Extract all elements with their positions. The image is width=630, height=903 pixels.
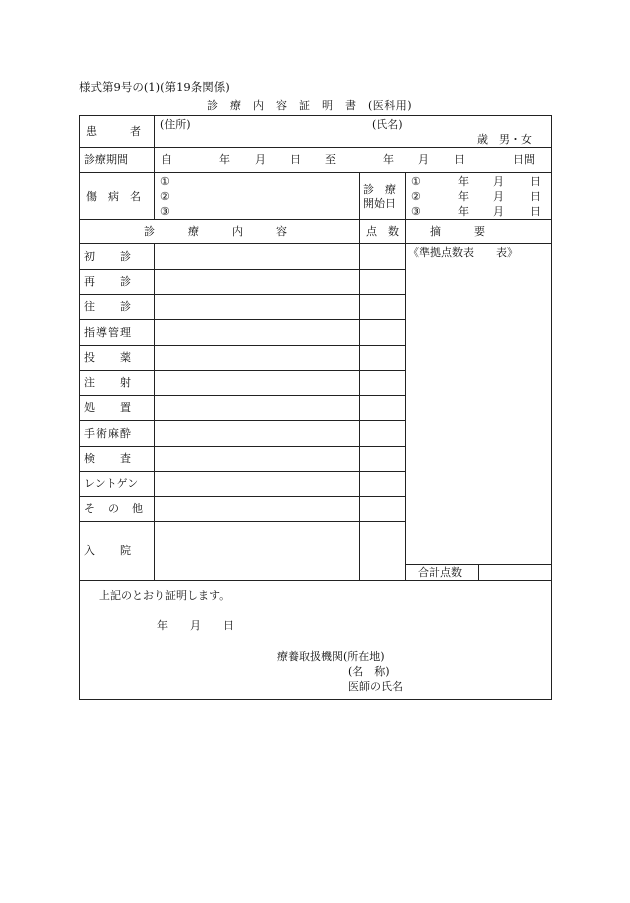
period-to: 至: [325, 153, 336, 166]
row-label-first-visit: 初 診: [84, 250, 132, 263]
row-label-medication: 投 薬: [84, 351, 132, 364]
row-label-revisit: 再 診: [84, 275, 132, 288]
row-label-home-visit: 往 診: [84, 300, 132, 313]
period-year1: 年: [219, 153, 230, 166]
row-label-surgery: 手術麻酔: [84, 427, 132, 440]
summary-header: 摘 要: [430, 225, 485, 238]
content-header: 診 療 内 容: [144, 225, 287, 238]
start-day-3: 日: [530, 205, 541, 218]
form-number: 様式第9号の(1)(第19条関係): [79, 80, 230, 94]
total-label: 合計点数: [418, 566, 462, 579]
period-label: 診療期間: [84, 153, 128, 166]
start-num-2: ②: [411, 190, 421, 203]
name-field[interactable]: [408, 118, 474, 144]
period-from: 自: [161, 153, 172, 166]
start-label-line2: 開始日: [363, 197, 396, 210]
period-month1: 月: [255, 153, 266, 166]
period-year2: 年: [383, 153, 394, 166]
row-label-examination: 検 査: [84, 452, 132, 465]
period-days: 日間: [513, 153, 535, 166]
form-title: 診 療 内 容 証 明 書 (医科用): [207, 99, 413, 112]
start-year-1: 年: [458, 175, 469, 188]
certification-date: 年 月 日: [157, 619, 234, 632]
disease-label: 傷 病 名: [86, 190, 141, 203]
points-header: 点 数: [366, 225, 399, 238]
start-month-2: 月: [493, 190, 504, 203]
age-sex-label: 歳 男・女: [477, 133, 532, 146]
institution-label: 療養取扱機関(所在地): [277, 650, 385, 663]
row-label-xray: レントゲン: [84, 477, 139, 490]
start-label-line1: 診 療: [363, 183, 396, 196]
patient-label: 患 者: [86, 125, 141, 138]
institution-name-label: (名 称): [348, 665, 390, 678]
start-year-3: 年: [458, 205, 469, 218]
row-label-injection: 注 射: [84, 376, 132, 389]
period-day1: 日: [290, 153, 301, 166]
row-label-treatment: 処 置: [84, 401, 132, 414]
doctor-name-label: 医師の氏名: [348, 680, 403, 693]
disease-item-1: ①: [160, 175, 170, 188]
disease-item-3: ③: [160, 205, 170, 218]
disease-item-2: ②: [160, 190, 170, 203]
start-year-2: 年: [458, 190, 469, 203]
address-label: (住所): [160, 118, 191, 131]
period-month2: 月: [418, 153, 429, 166]
address-field[interactable]: [196, 118, 366, 144]
name-label: (氏名): [372, 118, 403, 131]
certification-statement: 上記のとおり証明します。: [99, 589, 231, 602]
period-day2: 日: [454, 153, 465, 166]
row-label-inpatient: 入 院: [84, 544, 132, 557]
start-num-3: ③: [411, 205, 421, 218]
start-day-1: 日: [530, 175, 541, 188]
start-month-3: 月: [493, 205, 504, 218]
summary-note: 《準拠点数表 表》: [408, 246, 518, 259]
start-month-1: 月: [493, 175, 504, 188]
start-num-1: ①: [411, 175, 421, 188]
row-label-guidance: 指導管理: [84, 326, 132, 339]
row-label-other: そ の 他: [84, 502, 144, 515]
total-field[interactable]: [480, 566, 550, 580]
start-day-2: 日: [530, 190, 541, 203]
